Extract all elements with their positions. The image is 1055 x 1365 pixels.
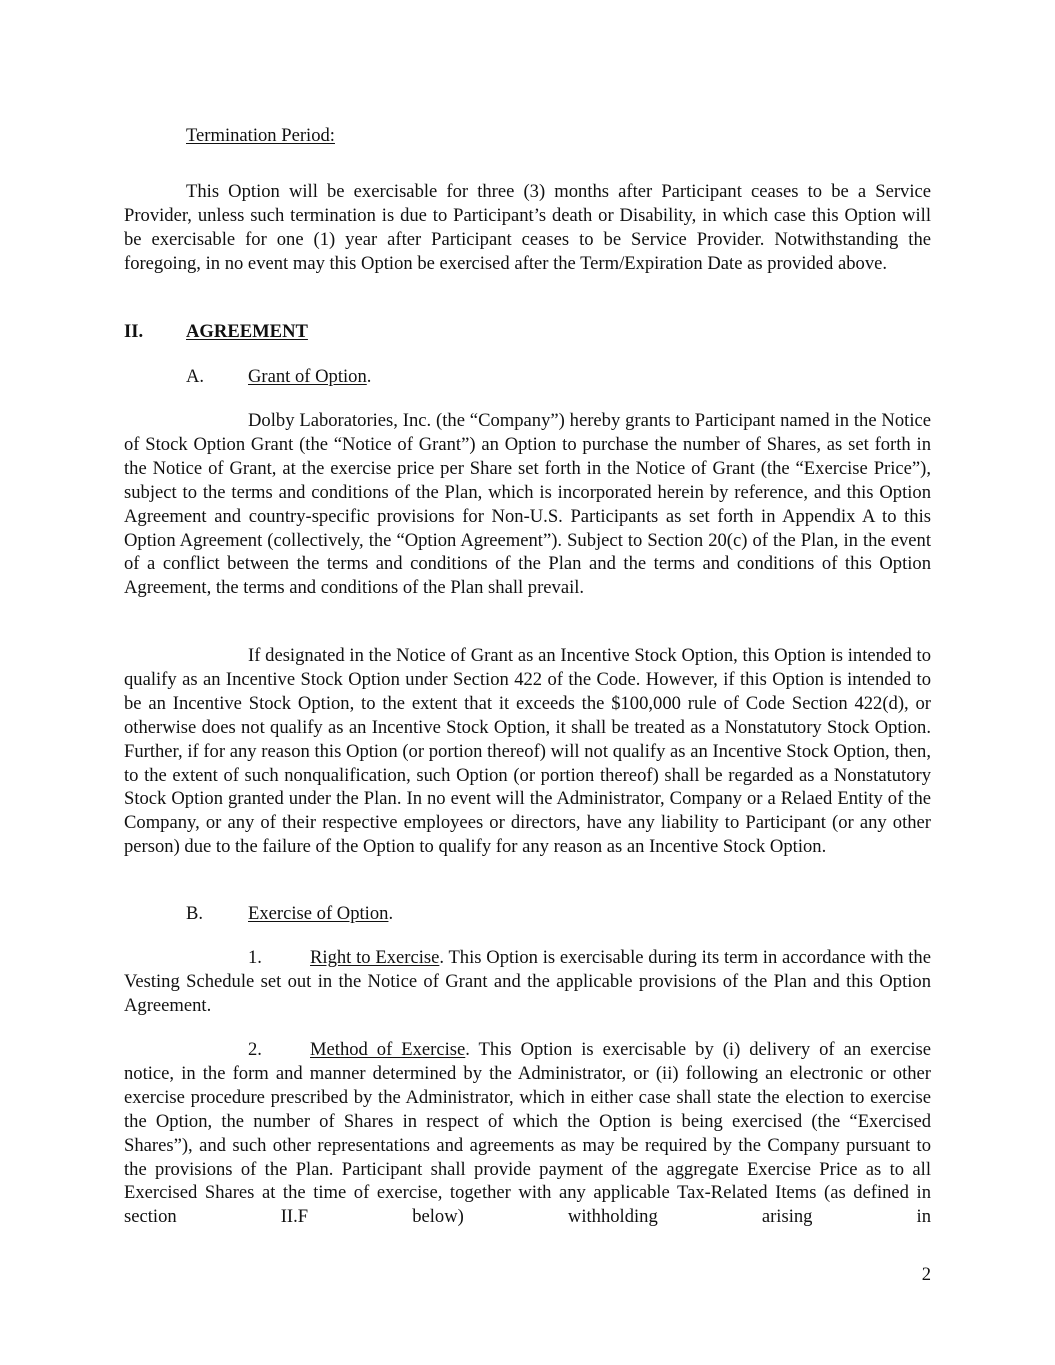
grant-paragraph-2-text: If designated in the Notice of Grant as an Incentive Stock Option, this Option is intended to qualify as an Incentive Stock Option under Section 422 of the Code. However, if this Option is intended to be an Incentive Stock Option, to the extent that it exceeds the $100,000 rule of Code Section 422(d), or otherwise does not qualify as an Incentive Stock Option, it shall be treated as a Nonstatutory Stock Option. Further, if for any reason this Option (or portion thereof) will not qualify as an Incentive Stock Option, then, to the extent of such nonqualification, such Option (or portion thereof) shall be regarded as a Nonstatutory Stock Option granted under the Plan. In no event will the Administrator, Company or a Relaed Entity of the Company, or any of their respective employees or directors, have any liability to Participant (or any other person) due to the failure of the Option to qualify for any reason as an Incentive Stock Option. <box>124 645 931 858</box>
termination-heading: Termination Period: <box>186 125 335 146</box>
termination-paragraph-text: This Option will be exercisable for three (3) months after Participant ceases to be a Service Provider, unless such termination is due to Participant’s death or Disability, in which case this Option will be exercisable for one (1) year after Participant ceases to be Service Provider. Notwithstanding the foregoing, in no event may this Option be exercised after the Term/Expiration Date as provided above. <box>124 181 931 274</box>
item-2-number: 2. <box>248 1039 262 1060</box>
termination-paragraph <box>124 180 931 276</box>
item-2-title: Method of Exercise <box>310 1039 466 1060</box>
grant-paragraph-2 <box>124 644 931 859</box>
termination-heading-line <box>124 124 931 148</box>
subsection-letter-a: A. <box>186 366 205 387</box>
subsection-title-grant-period: . <box>366 366 372 387</box>
section-number: II. <box>124 321 144 342</box>
grant-paragraph-1-text: Dolby Laboratories, Inc. (the “Company”) hereby grants to Participant named in the Notice of Stock Option Grant (the “Notice of Grant”) an Option to purchase the number of Shares, as set forth in the Notice of Grant, at the exercise price per Share set forth in the Notice of Grant (the “Exercise Price”), subject to the terms and conditions of the Plan, which is incorporated herein by reference, and this Option Agreement and country-specific provisions for Non-U.S. Participants as set forth in Appendix A to this Option Agreement (collectively, the “Option Agreement”). Subject to Section 20(c) of the Plan, in the event of a conflict between the terms and conditions of the Plan and the terms and conditions of this Option Agreement, the terms and conditions of the Plan shall prevail. <box>124 410 931 599</box>
subsection-heading-exercise <box>124 902 931 926</box>
section-title: AGREEMENT <box>186 321 308 342</box>
page-number: 2 <box>921 1264 931 1285</box>
subsection-title-grant: Grant of Option <box>248 366 367 387</box>
item-1-number: 1. <box>248 947 262 968</box>
subsection-letter-b: B. <box>186 903 204 924</box>
item-1-text: . This Option is exercisable during its term in accordance with the Vesting Schedule set out in the Notice of Grant and the applicable provisions of the Plan and this Option Agreement. <box>124 947 931 1016</box>
item-1-title: Right to Exercise <box>310 947 440 968</box>
subsection-title-exercise: Exercise of Option <box>248 903 389 924</box>
section-heading-agreement <box>124 320 931 344</box>
subsection-heading-grant <box>124 365 931 389</box>
grant-paragraph-1 <box>124 409 931 600</box>
item-right-to-exercise <box>124 946 931 1018</box>
subsection-title-exercise-period: . <box>388 903 394 924</box>
item-2-text: . This Option is exercisable by (i) delivery of an exercise notice, in the form and manner determined by the Administrator, or (ii) following an electronic or other exercise procedure prescribed by the Administrator, which in either case shall state the election to exercise the Option, the number of Shares in respect of which the Option is being exercised (the “Exercised Shares”), and such other representations and agreements as may be required by the Company pursuant to the provisions of the Plan. Participant shall provide payment of the aggregate Exercise Price as to all Exercised Shares at the time of exercise, together with any applicable Tax-Related Items (as defined in section II.F below) withholding arising in <box>124 1039 931 1228</box>
document-page <box>124 0 931 1365</box>
item-method-of-exercise <box>124 1038 931 1229</box>
